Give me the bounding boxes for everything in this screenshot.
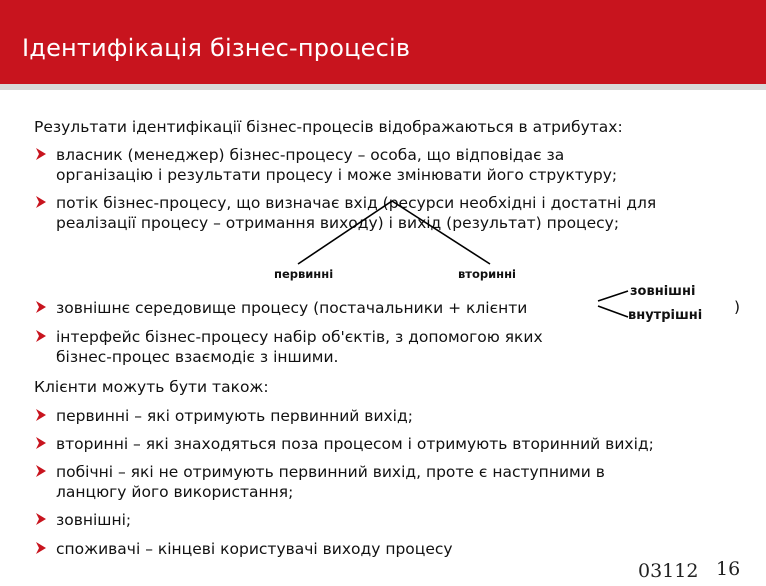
client-primary: первинні – які отримують первинний вихід; <box>56 407 413 425</box>
arrow-bullet-icon <box>34 464 48 478</box>
slide-title: Ідентифікація бізнес-процесів <box>22 34 411 62</box>
arrow-bullet-icon <box>34 329 48 343</box>
client-secondary: вторинні – які знаходяться поза процесом і отримують вторинний вихід; <box>56 435 654 453</box>
bullet-environment: зовнішнє середовище процесу (постачальники + клієнти <box>56 299 528 317</box>
arrow-bullet-icon <box>34 541 48 555</box>
label-external: зовнішні <box>630 284 696 299</box>
client-external: зовнішні; <box>56 511 132 529</box>
bullet-interface-line-1: інтерфейс бізнес-процесу набір об'єктів, з допомогою яких <box>56 328 543 346</box>
client-side-line-1: побічні – які не отримують первинний вихід, проте є наступними в <box>56 463 605 481</box>
bullet-flow-line-2: реалізації процесу – отримання виходу) і вихід (результат) процесу; <box>56 214 620 232</box>
arrow-bullet-icon <box>34 512 48 526</box>
arrow-bullet-icon <box>34 300 48 314</box>
clients-heading: Клієнти можуть бути також: <box>34 378 269 396</box>
label-primary: первинні <box>274 267 334 281</box>
bullet-interface-line-2: бізнес-процес взаємодіє з іншими. <box>56 348 339 366</box>
bullet-flow-line-1: потік бізнес-процесу, що визначає вхід (ресурси необхідні і достатні для <box>56 194 657 212</box>
label-secondary: вторинні <box>458 267 516 281</box>
label-internal: внутрішні <box>628 308 703 323</box>
arrow-bullet-icon <box>34 436 48 450</box>
slide-number: 16 <box>716 558 741 580</box>
client-side-line-2: ланцюгу його використання; <box>56 483 294 501</box>
bullet-owner-line-1: власник (менеджер) бізнес-процесу – особа, що відповідає за <box>56 146 565 164</box>
bullet-owner-line-2: організацію і результати процесу і може змінювати його структуру; <box>56 166 618 184</box>
closing-paren: ) <box>734 298 741 316</box>
arrow-bullet-icon <box>34 408 48 422</box>
slide-code: 03112 <box>638 560 699 582</box>
client-consumers: споживачі – кінцеві користувачі виходу процесу <box>56 540 453 558</box>
intro-text: Результати ідентифікації бізнес-процесів відображаються в атрибутах: <box>34 118 623 136</box>
